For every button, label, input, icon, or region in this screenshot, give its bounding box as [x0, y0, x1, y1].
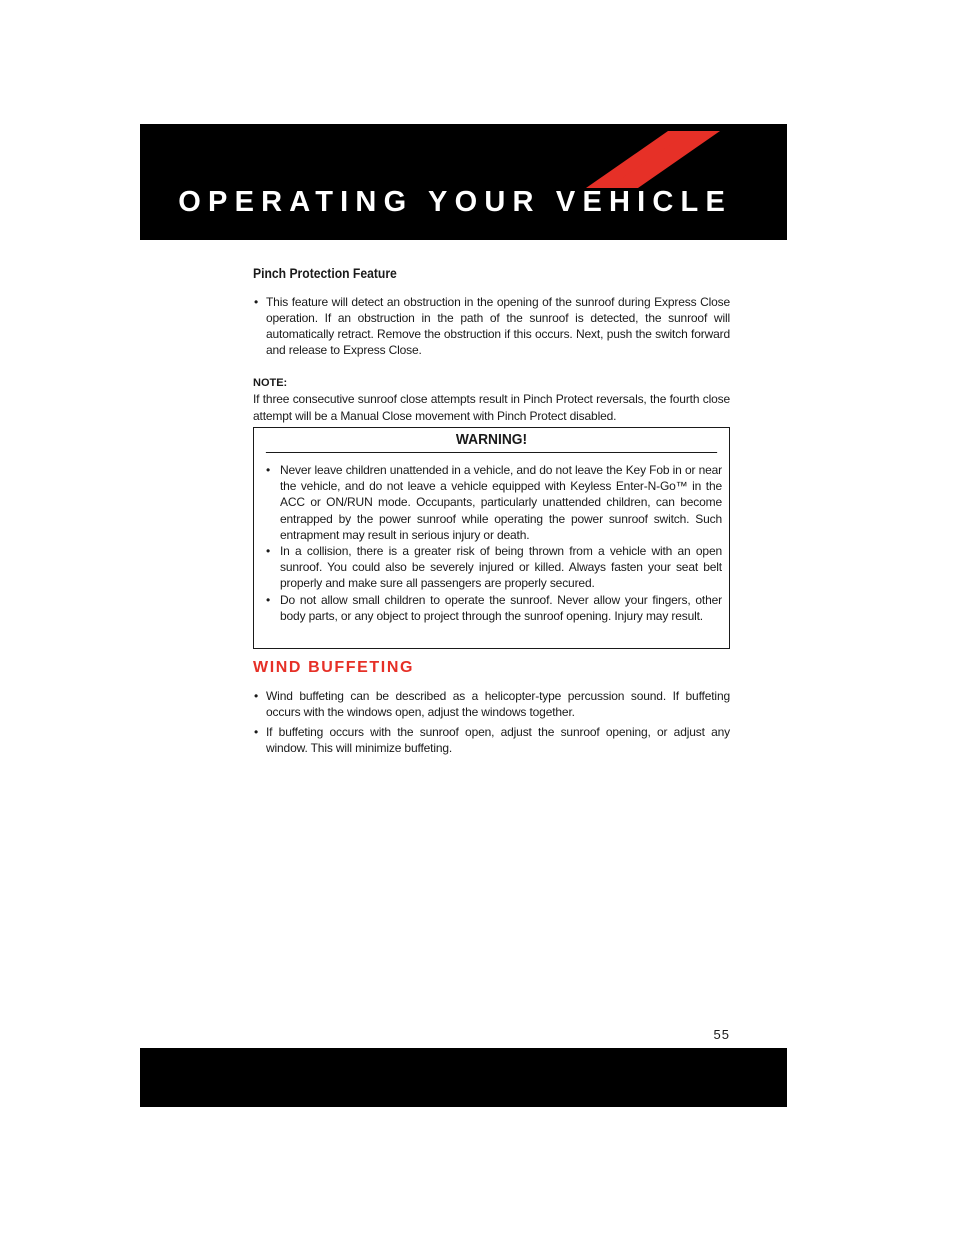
note-label: NOTE: [253, 377, 288, 389]
bullet-icon: • [254, 689, 259, 703]
list-item [266, 543, 722, 592]
list-item-text: Never leave children unattended in a vehicle, and do not leave the Key Fob in or near the vehicle, and do not leave a vehicle equipped with Keyless Enter-N-Go™ in the ACC or ON/RUN mode. Occupants, particularly unattended children, can become entrapped by the power sunroof while operating the power sunroof switch. Such entrapment may result in serious injury or death. [280, 463, 722, 542]
pinch-protection-list [253, 294, 730, 358]
list-item-text: This feature will detect an obstruction in the opening of the sunroof during Express Close operation. If an obstruction in the path of the sunroof is detected, the sunroof will automatically retract. Remove the obstruction if this occurs. Next, push the switch forward and release to Express Close. [266, 295, 730, 357]
brand-stripes-logo [140, 124, 787, 240]
list-item [266, 462, 722, 543]
note-text: If three consecutive sunroof close attempts result in Pinch Protect reversals, the fourth close attempt will be a Manual Close movement with Pinch Protect disabled. [253, 392, 730, 423]
pinch-protection-section [253, 266, 730, 425]
list-item [253, 724, 730, 756]
bullet-icon: • [266, 592, 271, 607]
page-number: 55 [713, 1027, 730, 1042]
list-item-text: In a collision, there is a greater risk of being thrown from a vehicle with an open sunroof. You could also be severely injured or killed. Always fasten your seat belt properly and make sure all passengers are properly secured. [280, 544, 722, 591]
pinch-protection-heading: Pinch Protection Feature [253, 266, 397, 281]
list-item [253, 688, 730, 720]
list-item-text: Wind buffeting can be described as a helicopter-type percussion sound. If buffeting occurs with the windows open, adjust the windows together. [266, 689, 730, 719]
bullet-icon: • [266, 463, 271, 477]
wind-buffeting-list [253, 688, 730, 756]
header-band [140, 124, 787, 240]
bullet-icon: • [254, 725, 259, 739]
warning-list [254, 453, 729, 624]
bullet-icon: • [266, 544, 271, 559]
warning-title: WARNING! [266, 428, 717, 453]
page-section-title: OPERATING YOUR VEHICLE [178, 186, 732, 218]
list-item-text: Do not allow small children to operate the sunroof. Never allow your fingers, other body parts, or any object to project through the sunroof opening. Injury may result. [280, 592, 722, 623]
warning-box [253, 427, 730, 649]
wind-buffeting-heading: WIND BUFFETING [253, 659, 415, 676]
list-item-text: If buffeting occurs with the sunroof open, adjust the sunroof opening, or adjust any window. This will minimize buffeting. [266, 725, 730, 755]
list-item [266, 592, 722, 624]
footer-band [140, 1048, 787, 1107]
bullet-icon: • [254, 295, 259, 309]
list-item [253, 294, 730, 358]
